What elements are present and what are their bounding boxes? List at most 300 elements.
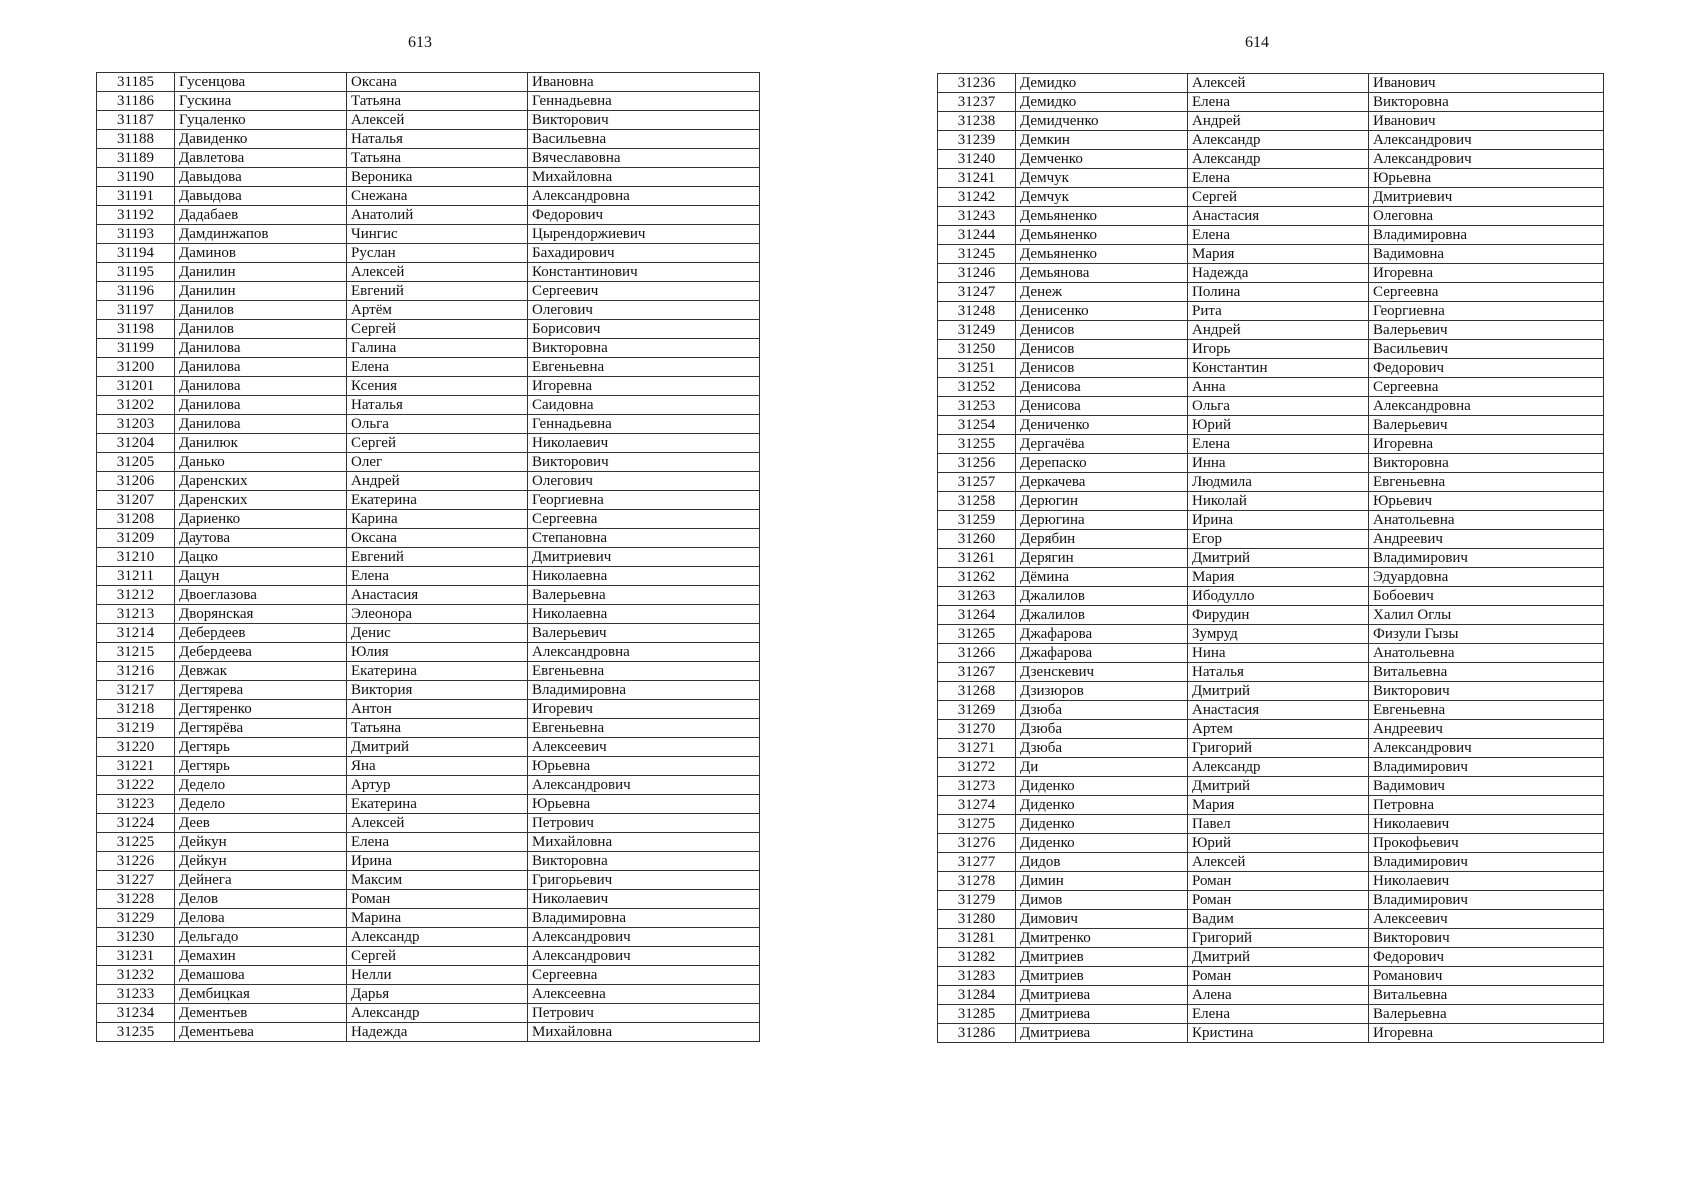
surname-cell: Диденко xyxy=(1016,777,1188,796)
surname-cell: Данилова xyxy=(175,377,347,396)
table-row xyxy=(938,150,1604,169)
first-name-cell: Елена xyxy=(1188,226,1369,245)
record-number-cell: 31232 xyxy=(97,966,175,985)
first-name-cell: Галина xyxy=(347,339,528,358)
table-row xyxy=(97,73,760,92)
first-name-cell: Сергей xyxy=(347,320,528,339)
record-number-cell: 31265 xyxy=(938,625,1016,644)
surname-cell: Демьяненко xyxy=(1016,207,1188,226)
table-row xyxy=(97,814,760,833)
table-row xyxy=(97,415,760,434)
table-row xyxy=(938,891,1604,910)
table-row xyxy=(938,511,1604,530)
table-row xyxy=(938,568,1604,587)
patronymic-cell: Вадимовна xyxy=(1369,245,1604,264)
surname-cell: Денисова xyxy=(1016,378,1188,397)
record-number-cell: 31224 xyxy=(97,814,175,833)
surname-cell: Дельгадо xyxy=(175,928,347,947)
record-number-cell: 31246 xyxy=(938,264,1016,283)
record-number-cell: 31284 xyxy=(938,986,1016,1005)
patronymic-cell: Александрович xyxy=(528,928,760,947)
table-row xyxy=(97,833,760,852)
surname-cell: Дзизюров xyxy=(1016,682,1188,701)
record-number-cell: 31201 xyxy=(97,377,175,396)
table-row xyxy=(938,530,1604,549)
table-row xyxy=(938,910,1604,929)
patronymic-cell: Сергеевна xyxy=(1369,283,1604,302)
record-number-cell: 31209 xyxy=(97,529,175,548)
surname-cell: Девжак xyxy=(175,662,347,681)
patronymic-cell: Николаевич xyxy=(528,434,760,453)
first-name-cell: Екатерина xyxy=(347,662,528,681)
patronymic-cell: Васильевич xyxy=(1369,340,1604,359)
surname-cell: Даренских xyxy=(175,472,347,491)
surname-cell: Двоеглазова xyxy=(175,586,347,605)
table-row xyxy=(97,681,760,700)
patronymic-cell: Александрович xyxy=(1369,739,1604,758)
patronymic-cell: Викторович xyxy=(528,453,760,472)
patronymic-cell: Андреевич xyxy=(1369,530,1604,549)
table-row xyxy=(938,644,1604,663)
surname-cell: Дейкун xyxy=(175,833,347,852)
table-row xyxy=(938,739,1604,758)
first-name-cell: Дмитрий xyxy=(347,738,528,757)
first-name-cell: Нелли xyxy=(347,966,528,985)
page-number: 614 xyxy=(1245,34,1269,51)
first-name-cell: Кристина xyxy=(1188,1024,1369,1043)
table-row xyxy=(938,986,1604,1005)
table-row xyxy=(938,264,1604,283)
table-row xyxy=(97,320,760,339)
record-number-cell: 31192 xyxy=(97,206,175,225)
record-number-cell: 31213 xyxy=(97,605,175,624)
table-row xyxy=(938,834,1604,853)
first-name-cell: Анатолий xyxy=(347,206,528,225)
table-row xyxy=(938,682,1604,701)
record-number-cell: 31222 xyxy=(97,776,175,795)
table-row xyxy=(938,967,1604,986)
record-number-cell: 31271 xyxy=(938,739,1016,758)
patronymic-cell: Викторович xyxy=(528,111,760,130)
first-name-cell: Надежда xyxy=(1188,264,1369,283)
surname-cell: Данилова xyxy=(175,339,347,358)
table-row xyxy=(97,282,760,301)
first-name-cell: Елена xyxy=(1188,93,1369,112)
surname-cell: Дзенскевич xyxy=(1016,663,1188,682)
surname-cell: Дедело xyxy=(175,795,347,814)
record-number-cell: 31249 xyxy=(938,321,1016,340)
table-row xyxy=(938,112,1604,131)
first-name-cell: Надежда xyxy=(347,1023,528,1042)
table-row xyxy=(938,777,1604,796)
record-number-cell: 31190 xyxy=(97,168,175,187)
table-row xyxy=(938,340,1604,359)
table-row xyxy=(938,188,1604,207)
table-row xyxy=(97,225,760,244)
record-number-cell: 31262 xyxy=(938,568,1016,587)
table-row xyxy=(938,758,1604,777)
patronymic-cell: Евгеньевна xyxy=(528,719,760,738)
patronymic-cell: Олеговна xyxy=(1369,207,1604,226)
table-row xyxy=(97,244,760,263)
record-number-cell: 31260 xyxy=(938,530,1016,549)
first-name-cell: Людмила xyxy=(1188,473,1369,492)
surname-cell: Дебердеев xyxy=(175,624,347,643)
table-row xyxy=(97,966,760,985)
surname-cell: Дамдинжапов xyxy=(175,225,347,244)
record-number-cell: 31257 xyxy=(938,473,1016,492)
patronymic-cell: Викторовна xyxy=(528,339,760,358)
record-number-cell: 31270 xyxy=(938,720,1016,739)
patronymic-cell: Эдуардовна xyxy=(1369,568,1604,587)
surname-cell: Дацун xyxy=(175,567,347,586)
table-row xyxy=(97,301,760,320)
patronymic-cell: Игоревна xyxy=(1369,435,1604,454)
first-name-cell: Алексей xyxy=(1188,74,1369,93)
first-name-cell: Анастасия xyxy=(1188,207,1369,226)
patronymic-cell: Бахадирович xyxy=(528,244,760,263)
first-name-cell: Сергей xyxy=(347,947,528,966)
surname-cell: Дерябин xyxy=(1016,530,1188,549)
roster-table xyxy=(937,73,1604,1043)
record-number-cell: 31228 xyxy=(97,890,175,909)
surname-cell: Давыдова xyxy=(175,187,347,206)
patronymic-cell: Борисович xyxy=(528,320,760,339)
table-row xyxy=(97,985,760,1004)
first-name-cell: Григорий xyxy=(1188,929,1369,948)
record-number-cell: 31198 xyxy=(97,320,175,339)
patronymic-cell: Александрович xyxy=(528,947,760,966)
table-row xyxy=(938,701,1604,720)
first-name-cell: Зумруд xyxy=(1188,625,1369,644)
first-name-cell: Руслан xyxy=(347,244,528,263)
patronymic-cell: Владимировна xyxy=(528,681,760,700)
patronymic-cell: Евгеньевна xyxy=(1369,701,1604,720)
first-name-cell: Андрей xyxy=(1188,112,1369,131)
first-name-cell: Елена xyxy=(1188,1005,1369,1024)
patronymic-cell: Николаевич xyxy=(528,890,760,909)
patronymic-cell: Прокофьевич xyxy=(1369,834,1604,853)
table-row xyxy=(938,1024,1604,1043)
patronymic-cell: Владимировна xyxy=(1369,226,1604,245)
record-number-cell: 31206 xyxy=(97,472,175,491)
patronymic-cell: Георгиевна xyxy=(528,491,760,510)
record-number-cell: 31283 xyxy=(938,967,1016,986)
record-number-cell: 31196 xyxy=(97,282,175,301)
surname-cell: Данилин xyxy=(175,263,347,282)
first-name-cell: Элеонора xyxy=(347,605,528,624)
patronymic-cell: Константинович xyxy=(528,263,760,282)
surname-cell: Джафарова xyxy=(1016,644,1188,663)
record-number-cell: 31240 xyxy=(938,150,1016,169)
first-name-cell: Нина xyxy=(1188,644,1369,663)
patronymic-cell: Федорович xyxy=(1369,948,1604,967)
patronymic-cell: Викторович xyxy=(1369,929,1604,948)
table-row xyxy=(97,662,760,681)
table-row xyxy=(97,377,760,396)
patronymic-cell: Сергеевич xyxy=(528,282,760,301)
record-number-cell: 31258 xyxy=(938,492,1016,511)
first-name-cell: Ксения xyxy=(347,377,528,396)
table-row xyxy=(938,302,1604,321)
table-row xyxy=(938,587,1604,606)
surname-cell: Джафарова xyxy=(1016,625,1188,644)
record-number-cell: 31211 xyxy=(97,567,175,586)
patronymic-cell: Юрьевна xyxy=(1369,169,1604,188)
table-row xyxy=(97,130,760,149)
table-row xyxy=(97,206,760,225)
surname-cell: Давиденко xyxy=(175,130,347,149)
patronymic-cell: Юрьевна xyxy=(528,795,760,814)
record-number-cell: 31255 xyxy=(938,435,1016,454)
record-number-cell: 31225 xyxy=(97,833,175,852)
surname-cell: Денеж xyxy=(1016,283,1188,302)
first-name-cell: Анастасия xyxy=(1188,701,1369,720)
first-name-cell: Алена xyxy=(1188,986,1369,1005)
surname-cell: Дембицкая xyxy=(175,985,347,1004)
patronymic-cell: Евгеньевна xyxy=(528,662,760,681)
record-number-cell: 31223 xyxy=(97,795,175,814)
patronymic-cell: Анатольевна xyxy=(1369,644,1604,663)
patronymic-cell: Георгиевна xyxy=(1369,302,1604,321)
patronymic-cell: Сергеевна xyxy=(528,510,760,529)
first-name-cell: Алексей xyxy=(1188,853,1369,872)
table-row xyxy=(938,815,1604,834)
first-name-cell: Алексей xyxy=(347,263,528,282)
table-row xyxy=(97,738,760,757)
patronymic-cell: Цырендоржиевич xyxy=(528,225,760,244)
record-number-cell: 31205 xyxy=(97,453,175,472)
surname-cell: Денисенко xyxy=(1016,302,1188,321)
first-name-cell: Инна xyxy=(1188,454,1369,473)
first-name-cell: Григорий xyxy=(1188,739,1369,758)
first-name-cell: Дарья xyxy=(347,985,528,1004)
first-name-cell: Ольга xyxy=(347,415,528,434)
record-number-cell: 31241 xyxy=(938,169,1016,188)
record-number-cell: 31197 xyxy=(97,301,175,320)
record-number-cell: 31233 xyxy=(97,985,175,1004)
first-name-cell: Павел xyxy=(1188,815,1369,834)
record-number-cell: 31217 xyxy=(97,681,175,700)
first-name-cell: Андрей xyxy=(1188,321,1369,340)
table-row xyxy=(97,947,760,966)
table-row xyxy=(97,472,760,491)
record-number-cell: 31263 xyxy=(938,587,1016,606)
table-row xyxy=(938,226,1604,245)
surname-cell: Дегтярева xyxy=(175,681,347,700)
first-name-cell: Елена xyxy=(1188,435,1369,454)
first-name-cell: Александр xyxy=(1188,758,1369,777)
table-row xyxy=(938,473,1604,492)
table-row xyxy=(938,948,1604,967)
first-name-cell: Александр xyxy=(1188,150,1369,169)
table-row xyxy=(938,625,1604,644)
record-number-cell: 31202 xyxy=(97,396,175,415)
surname-cell: Диденко xyxy=(1016,834,1188,853)
record-number-cell: 31204 xyxy=(97,434,175,453)
table-row xyxy=(97,871,760,890)
patronymic-cell: Михайловна xyxy=(528,833,760,852)
table-row xyxy=(97,757,760,776)
patronymic-cell: Александровна xyxy=(528,643,760,662)
record-number-cell: 31195 xyxy=(97,263,175,282)
record-number-cell: 31275 xyxy=(938,815,1016,834)
patronymic-cell: Юрьевич xyxy=(1369,492,1604,511)
surname-cell: Диденко xyxy=(1016,815,1188,834)
surname-cell: Дениченко xyxy=(1016,416,1188,435)
table-row xyxy=(938,359,1604,378)
table-row xyxy=(938,796,1604,815)
first-name-cell: Денис xyxy=(347,624,528,643)
record-number-cell: 31277 xyxy=(938,853,1016,872)
first-name-cell: Ибодулло xyxy=(1188,587,1369,606)
patronymic-cell: Романович xyxy=(1369,967,1604,986)
surname-cell: Дегтярёва xyxy=(175,719,347,738)
surname-cell: Демченко xyxy=(1016,150,1188,169)
patronymic-cell: Евгеньевна xyxy=(1369,473,1604,492)
record-number-cell: 31243 xyxy=(938,207,1016,226)
table-row xyxy=(97,149,760,168)
patronymic-cell: Валерьевич xyxy=(1369,321,1604,340)
record-number-cell: 31267 xyxy=(938,663,1016,682)
surname-cell: Димович xyxy=(1016,910,1188,929)
table-row xyxy=(97,643,760,662)
patronymic-cell: Саидовна xyxy=(528,396,760,415)
first-name-cell: Мария xyxy=(1188,245,1369,264)
record-number-cell: 31216 xyxy=(97,662,175,681)
first-name-cell: Александр xyxy=(1188,131,1369,150)
first-name-cell: Егор xyxy=(1188,530,1369,549)
first-name-cell: Ирина xyxy=(347,852,528,871)
record-number-cell: 31199 xyxy=(97,339,175,358)
first-name-cell: Евгений xyxy=(347,282,528,301)
surname-cell: Даренских xyxy=(175,491,347,510)
first-name-cell: Карина xyxy=(347,510,528,529)
surname-cell: Гускина xyxy=(175,92,347,111)
record-number-cell: 31210 xyxy=(97,548,175,567)
record-number-cell: 31203 xyxy=(97,415,175,434)
table-row xyxy=(97,358,760,377)
surname-cell: Дебердеева xyxy=(175,643,347,662)
surname-cell: Дерюгин xyxy=(1016,492,1188,511)
first-name-cell: Рита xyxy=(1188,302,1369,321)
first-name-cell: Фирудин xyxy=(1188,606,1369,625)
surname-cell: Демидко xyxy=(1016,74,1188,93)
record-number-cell: 31208 xyxy=(97,510,175,529)
patronymic-cell: Викторовна xyxy=(1369,93,1604,112)
first-name-cell: Алексей xyxy=(347,814,528,833)
patronymic-cell: Григорьевич xyxy=(528,871,760,890)
surname-cell: Дворянская xyxy=(175,605,347,624)
record-number-cell: 31238 xyxy=(938,112,1016,131)
patronymic-cell: Сергеевна xyxy=(528,966,760,985)
record-number-cell: 31236 xyxy=(938,74,1016,93)
first-name-cell: Олег xyxy=(347,453,528,472)
surname-cell: Денисов xyxy=(1016,321,1188,340)
record-number-cell: 31200 xyxy=(97,358,175,377)
surname-cell: Деркачева xyxy=(1016,473,1188,492)
record-number-cell: 31221 xyxy=(97,757,175,776)
surname-cell: Данилова xyxy=(175,396,347,415)
record-number-cell: 31239 xyxy=(938,131,1016,150)
table-row xyxy=(938,378,1604,397)
surname-cell: Дзюба xyxy=(1016,739,1188,758)
surname-cell: Дерюгина xyxy=(1016,511,1188,530)
first-name-cell: Наталья xyxy=(347,396,528,415)
record-number-cell: 31194 xyxy=(97,244,175,263)
patronymic-cell: Александровна xyxy=(528,187,760,206)
surname-cell: Данилов xyxy=(175,320,347,339)
first-name-cell: Юлия xyxy=(347,643,528,662)
patronymic-cell: Владимирович xyxy=(1369,891,1604,910)
first-name-cell: Елена xyxy=(1188,169,1369,188)
surname-cell: Дзюба xyxy=(1016,720,1188,739)
table-row xyxy=(938,321,1604,340)
first-name-cell: Роман xyxy=(347,890,528,909)
table-row xyxy=(97,263,760,282)
first-name-cell: Ольга xyxy=(1188,397,1369,416)
surname-cell: Демидко xyxy=(1016,93,1188,112)
record-number-cell: 31274 xyxy=(938,796,1016,815)
patronymic-cell: Халил Оглы xyxy=(1369,606,1604,625)
table-row xyxy=(97,548,760,567)
patronymic-cell: Петрович xyxy=(528,814,760,833)
patronymic-cell: Николаевич xyxy=(1369,872,1604,891)
table-row xyxy=(938,93,1604,112)
table-row xyxy=(97,1023,760,1042)
patronymic-cell: Владимирович xyxy=(1369,549,1604,568)
table-row xyxy=(97,719,760,738)
first-name-cell: Сергей xyxy=(1188,188,1369,207)
patronymic-cell: Иванович xyxy=(1369,74,1604,93)
patronymic-cell: Петровна xyxy=(1369,796,1604,815)
surname-cell: Даутова xyxy=(175,529,347,548)
patronymic-cell: Анатольевна xyxy=(1369,511,1604,530)
record-number-cell: 31282 xyxy=(938,948,1016,967)
first-name-cell: Мария xyxy=(1188,796,1369,815)
first-name-cell: Антон xyxy=(347,700,528,719)
table-row xyxy=(938,283,1604,302)
surname-cell: Дмитриева xyxy=(1016,1005,1188,1024)
table-row xyxy=(97,187,760,206)
record-number-cell: 31279 xyxy=(938,891,1016,910)
first-name-cell: Юрий xyxy=(1188,834,1369,853)
record-number-cell: 31256 xyxy=(938,454,1016,473)
patronymic-cell: Дмитриевич xyxy=(528,548,760,567)
record-number-cell: 31235 xyxy=(97,1023,175,1042)
first-name-cell: Роман xyxy=(1188,967,1369,986)
first-name-cell: Вероника xyxy=(347,168,528,187)
table-row xyxy=(97,795,760,814)
table-row xyxy=(97,586,760,605)
surname-cell: Дариенко xyxy=(175,510,347,529)
first-name-cell: Виктория xyxy=(347,681,528,700)
patronymic-cell: Олегович xyxy=(528,472,760,491)
surname-cell: Джалилов xyxy=(1016,606,1188,625)
surname-cell: Дедело xyxy=(175,776,347,795)
table-row xyxy=(97,776,760,795)
first-name-cell: Анна xyxy=(1188,378,1369,397)
surname-cell: Денисов xyxy=(1016,340,1188,359)
surname-cell: Деев xyxy=(175,814,347,833)
surname-cell: Димов xyxy=(1016,891,1188,910)
first-name-cell: Снежана xyxy=(347,187,528,206)
record-number-cell: 31207 xyxy=(97,491,175,510)
patronymic-cell: Евгеньевна xyxy=(528,358,760,377)
surname-cell: Диденко xyxy=(1016,796,1188,815)
record-number-cell: 31237 xyxy=(938,93,1016,112)
patronymic-cell: Михайловна xyxy=(528,168,760,187)
